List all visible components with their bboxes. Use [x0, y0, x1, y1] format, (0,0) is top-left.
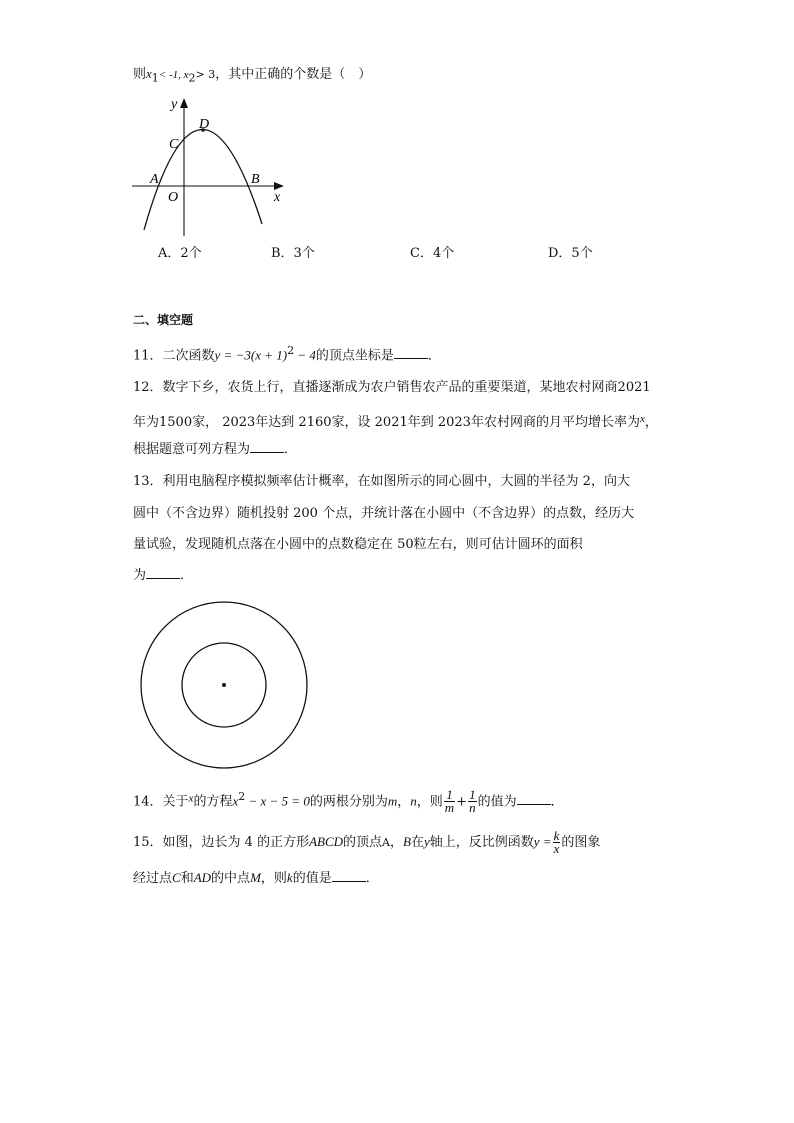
q11-text-b: 的顶点坐标是	[315, 348, 394, 364]
concentric-circles-figure	[138, 600, 310, 772]
q11-end: ．	[427, 348, 441, 364]
q14-plus: +	[456, 794, 468, 810]
q10-cond-mid: < -1, x	[158, 69, 189, 81]
q15-line2-e: 的值是	[292, 871, 332, 886]
q13-line2: 圆中（不含边界）随机投射 200 个点，并统计落在小圆中（不含边界）的点数，经历大	[133, 506, 635, 521]
label-c: C	[169, 137, 179, 152]
x-axis-arrow-icon	[274, 182, 284, 190]
label-d: D	[199, 117, 210, 132]
q14-eq-b: − x − 5 = 0	[245, 793, 310, 809]
q10-prefix: 则	[133, 67, 147, 82]
q11-answer-blank[interactable]	[394, 346, 428, 359]
q15-sep: ，	[390, 835, 404, 850]
q15-pt-m: M	[250, 870, 261, 885]
q13-end: ．	[180, 568, 194, 583]
q12-line2-a: 年为1500家， 2023年达到 2160家，设 2021年到 2023年农村网商的月平均增长率为	[133, 415, 640, 430]
q15-seg: AD	[193, 870, 212, 885]
q14-text-d: ，则	[416, 794, 443, 810]
q15-line2-d: ，则	[260, 871, 287, 886]
q10-cond-end: > 3	[195, 68, 216, 81]
q14-end: ．	[550, 794, 564, 810]
q14-n: n	[410, 793, 417, 809]
q12-line3	[133, 440, 297, 460]
q15-pt-b: B	[403, 834, 411, 849]
q12-line3-a: 根据题意可列方程为	[133, 442, 251, 457]
choice-a[interactable]: A．2个	[158, 246, 202, 261]
q14-text-c: 的两根分别为	[309, 794, 388, 810]
q15-pt-c: C	[172, 870, 181, 885]
q15-text-b: 的顶点	[343, 835, 383, 850]
q10-sub1: 1	[151, 71, 159, 85]
q14-eq-exp: 2	[238, 790, 246, 803]
q13-line3: 量试验，发现随机点落在小圆中的点数稳定在 50粒左右，则可估计圆环的面积	[133, 537, 583, 552]
q13-answer-blank[interactable]	[146, 566, 180, 579]
q13-line4-a: 为	[133, 568, 147, 583]
q12-line2-b: ，	[644, 415, 658, 430]
q15-line2-a: 经过点	[133, 871, 173, 886]
label-o: O	[168, 190, 179, 205]
q14-text-e: 的值为	[477, 794, 517, 810]
q15-text-c: 在	[410, 835, 424, 850]
center-point	[222, 683, 226, 687]
q14-m: m	[387, 793, 398, 809]
q15-fx: x	[553, 841, 560, 856]
choice-c[interactable]: C．4个	[410, 246, 455, 261]
q14-f1-den: m	[444, 800, 455, 816]
q15-pt-a: A	[382, 836, 390, 849]
choice-d[interactable]: D．5个	[548, 246, 593, 261]
q14-f1-num: 1	[444, 789, 455, 802]
q15-end: ．	[365, 871, 379, 886]
q15-k: k	[286, 870, 293, 885]
parabola-curve	[144, 129, 262, 230]
q14-fraction-2	[468, 789, 477, 814]
q15-fraction	[553, 830, 561, 855]
q12-answer-blank[interactable]	[250, 440, 284, 453]
q15-text-a: 15．如图，边长为 4 的正方形	[133, 835, 310, 850]
q15-fy: y =	[533, 834, 552, 849]
q14-f2-den: n	[469, 800, 476, 816]
q10-choices	[0, 244, 794, 264]
q15-square: ABCD	[309, 834, 344, 849]
q15-line2-c: 的中点	[211, 871, 251, 886]
q14-text-a: 14．关于	[133, 794, 189, 810]
q12-line2	[133, 409, 658, 433]
choice-b[interactable]: B．3个	[271, 246, 315, 261]
q15-text-d: 轴上，反比例函数	[429, 835, 534, 850]
y-axis-arrow-icon	[180, 98, 188, 108]
q15-fk: k	[553, 828, 560, 843]
q14-var-x: x	[188, 792, 194, 805]
parabola-graph	[128, 92, 298, 240]
q15-line1	[133, 827, 600, 858]
q15-line2	[133, 868, 379, 889]
label-b: B	[251, 172, 260, 187]
q11-formula-a: y = −3(x + 1)	[214, 347, 288, 363]
q10-condition-line	[133, 64, 371, 89]
q15-text-e: 的图象	[561, 835, 601, 850]
q14-eq-a: x	[232, 793, 239, 809]
q14-sep: ，	[397, 794, 411, 810]
q14-fraction-1	[444, 789, 455, 814]
q15-axis: y	[423, 834, 430, 849]
q10-suffix: ，其中正确的个数是（ ）	[215, 67, 372, 82]
q11-exp: 2	[287, 344, 295, 357]
q12-end: ．	[284, 442, 298, 457]
q11-formula-b: − 4	[294, 347, 316, 363]
q10-x1: x	[146, 66, 152, 81]
q11-line	[133, 341, 441, 366]
q14-answer-blank[interactable]	[517, 792, 551, 805]
q15-answer-blank[interactable]	[332, 869, 366, 882]
section-title: 二、填空题	[133, 313, 194, 327]
q13-line4	[133, 566, 193, 586]
q14-line	[133, 782, 564, 817]
label-x: x	[274, 190, 281, 205]
q13-line1: 13．利用电脑程序模拟频率估计概率，在如图所示的同心圆中，大圆的半径为 2，向大	[133, 474, 630, 489]
q10-sub2: 2	[188, 71, 196, 85]
q15-line2-b: 和	[180, 871, 194, 886]
q14-text-b: 的方程	[193, 794, 233, 810]
label-a: A	[150, 172, 159, 187]
q12-var-x: x	[639, 413, 645, 425]
q11-text-a: 11．二次函数	[133, 348, 215, 364]
q14-f2-num: 1	[469, 787, 476, 803]
label-y: y	[171, 97, 178, 112]
q12-line1: 12．数字下乡，农货上行，直播逐渐成为农户销售农产品的重要渠道，某地农村网商2021	[133, 380, 651, 395]
